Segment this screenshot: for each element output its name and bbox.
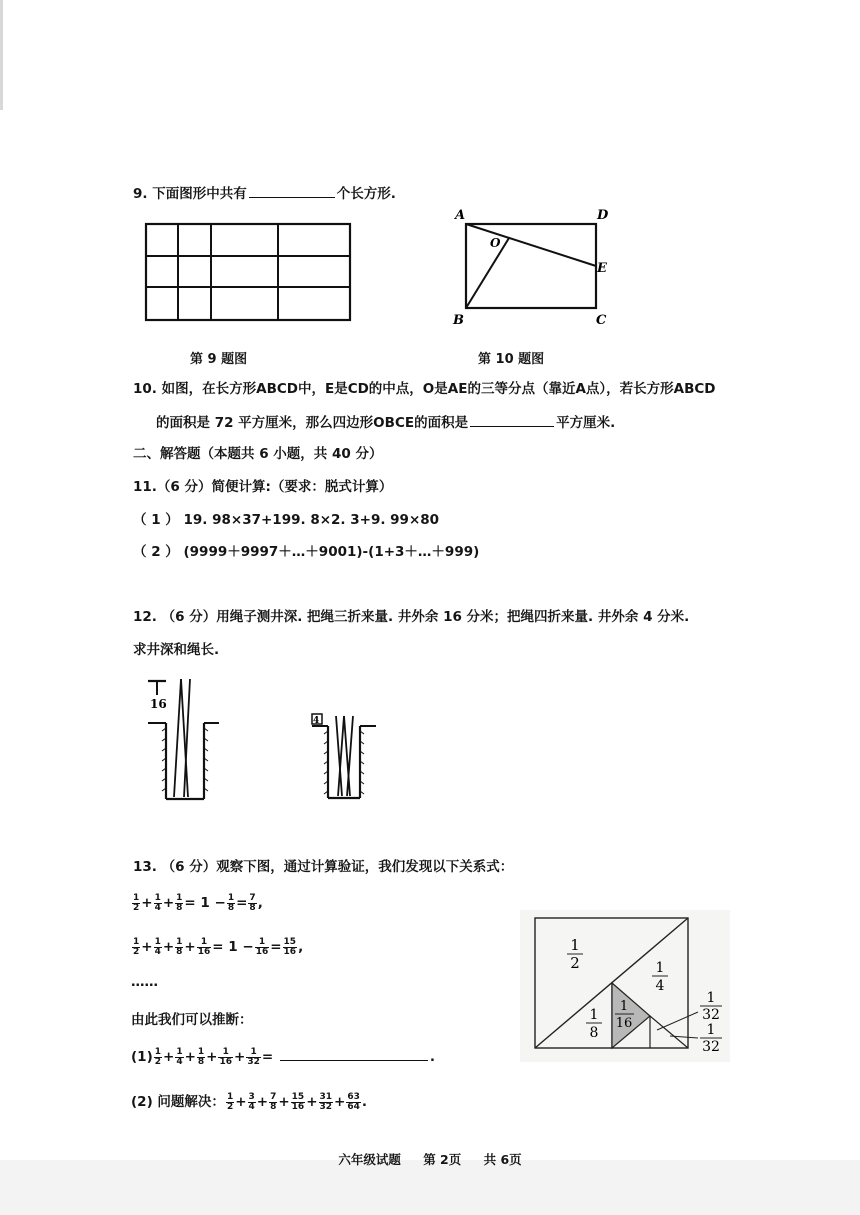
q10-caption: 第 10 题图 bbox=[478, 352, 545, 367]
q13-quarter-den: 4 bbox=[655, 978, 665, 994]
q10-answer-blank[interactable] bbox=[470, 412, 554, 427]
q12-right-hatching bbox=[324, 731, 364, 794]
q13-quarter-num: 1 bbox=[655, 960, 665, 976]
q13-figure-bg bbox=[520, 910, 730, 1062]
q13-thirtysecond-b-num: 1 bbox=[706, 1022, 716, 1038]
q10-label-e: E bbox=[597, 261, 607, 276]
q11-item-2: （ 2 ） (9999＋9997＋…＋9001)-(1+3＋…＋999) bbox=[133, 544, 480, 560]
q13-ellipsis: …… bbox=[131, 974, 158, 990]
q9-caption: 第 9 题图 bbox=[190, 352, 248, 367]
q13-sixteenth-num: 1 bbox=[619, 999, 629, 1014]
q13-intro: 13. （6 分）观察下图，通过计算验证，我们发现以下关系式： bbox=[133, 859, 514, 875]
page-edge bbox=[0, 0, 3, 110]
q13-thirtysecond-b-den: 32 bbox=[702, 1039, 720, 1055]
q10-label-o: O bbox=[490, 236, 501, 250]
q9-grid-outline bbox=[146, 224, 350, 320]
q9-answer-blank[interactable] bbox=[249, 183, 335, 198]
q13-thirtysecond-a-num: 1 bbox=[706, 990, 716, 1006]
q12-well-four-fold bbox=[308, 710, 380, 805]
page-footer bbox=[0, 1150, 860, 1168]
q11-title: 11.（6 分）简便计算:（要求：脱式计算） bbox=[133, 479, 393, 495]
q10-rect-abcd bbox=[466, 224, 596, 308]
q10-label-a: A bbox=[455, 208, 466, 223]
q12-left-rope-1 bbox=[174, 679, 181, 797]
q13-square-figure bbox=[520, 910, 730, 1062]
q13-infer: 由此我们可以推断： bbox=[131, 1012, 253, 1028]
q12-left-label: 16 bbox=[150, 697, 167, 711]
footer-page: 第 2页 bbox=[423, 1152, 462, 1167]
q10-label-c: C bbox=[596, 313, 607, 328]
q13-equation-1: $\frac{1}{2}$ + $\frac{1}{4}$ + $\frac{1}{8}$ = 1 − $\frac{1}{8}$ = $\frac{7}{8}$ , bbox=[133, 892, 263, 913]
q13-part-2: (2) 问题解决： $\frac{1}{2}$ + $\frac{3}{4}$ + $\frac{7}{8}$ + $\frac{15}{16}$ + $\frac{31}{32}$ + $\frac{63}{64}$ . bbox=[131, 1091, 368, 1112]
q10-line-2-suffix: 平方厘米. bbox=[556, 415, 616, 431]
footer-subject: 六年级试题 bbox=[338, 1152, 401, 1167]
q13-part-1-answer-blank[interactable] bbox=[280, 1046, 428, 1061]
q13-half-num: 1 bbox=[570, 936, 580, 954]
q13-equation-2: $\frac{1}{2}$ + $\frac{1}{4}$ + $\frac{1}{8}$ + $\frac{1}{16}$ = 1 − $\frac{1}{16}$ = $\frac{15}{16}$ , bbox=[133, 936, 304, 957]
q9-text bbox=[133, 183, 396, 204]
q10-line-1: 10. 如图，在长方形ABCD中，E是CD的中点，O是AE的三等分点（靠近A点），若长方形ABCD bbox=[133, 381, 716, 397]
q13-part-1-label: (1) bbox=[131, 1049, 153, 1065]
q12-right-label: 4 bbox=[313, 716, 320, 726]
q9-suffix: 个长方形. bbox=[336, 186, 396, 202]
q13-part-1: (1) $\frac{1}{2}$ + $\frac{1}{4}$ + $\frac{1}{8}$ + $\frac{1}{16}$ + $\frac{1}{32}$ = . bbox=[131, 1046, 435, 1067]
q10-label-b: B bbox=[453, 313, 464, 328]
footer-total: 共 6页 bbox=[483, 1152, 522, 1167]
q10-label-d: D bbox=[597, 208, 609, 223]
scan-bottom-band bbox=[0, 1160, 860, 1215]
q13-half-den: 2 bbox=[570, 954, 580, 972]
q13-sixteenth-den: 16 bbox=[615, 1016, 633, 1031]
q13-part-2-label: (2) 问题解决： bbox=[131, 1094, 225, 1110]
q13-eighth-den: 8 bbox=[589, 1025, 599, 1041]
q10-line-2-prefix: 的面积是 72 平方厘米，那么四边形OBCE的面积是 bbox=[156, 415, 469, 431]
q9-grid-figure bbox=[140, 218, 358, 326]
q13-eighth-num: 1 bbox=[589, 1007, 599, 1023]
section-2-title: 二、解答题（本题共 6 小题，共 40 分） bbox=[133, 446, 383, 462]
q10-line-2 bbox=[156, 412, 615, 433]
q12-well-three-fold bbox=[140, 675, 220, 805]
q12-line-1: 12. （6 分）用绳子测井深. 把绳三折来量. 井外余 16 分米；把绳四折来量. 井外余 4 分米. bbox=[133, 609, 690, 625]
q9-prefix: 9. 下面图形中共有 bbox=[133, 186, 247, 202]
q11-item-1: （ 1 ） 19. 98×37+199. 8×2. 3+9. 99×80 bbox=[133, 512, 440, 528]
q10-segment-bo bbox=[466, 238, 509, 308]
q12-line-2: 求井深和绳长. bbox=[133, 642, 220, 658]
q10-segment-ae bbox=[466, 224, 596, 266]
q10-rectangle-figure bbox=[450, 202, 620, 328]
q13-thirtysecond-a-den: 32 bbox=[702, 1007, 720, 1023]
